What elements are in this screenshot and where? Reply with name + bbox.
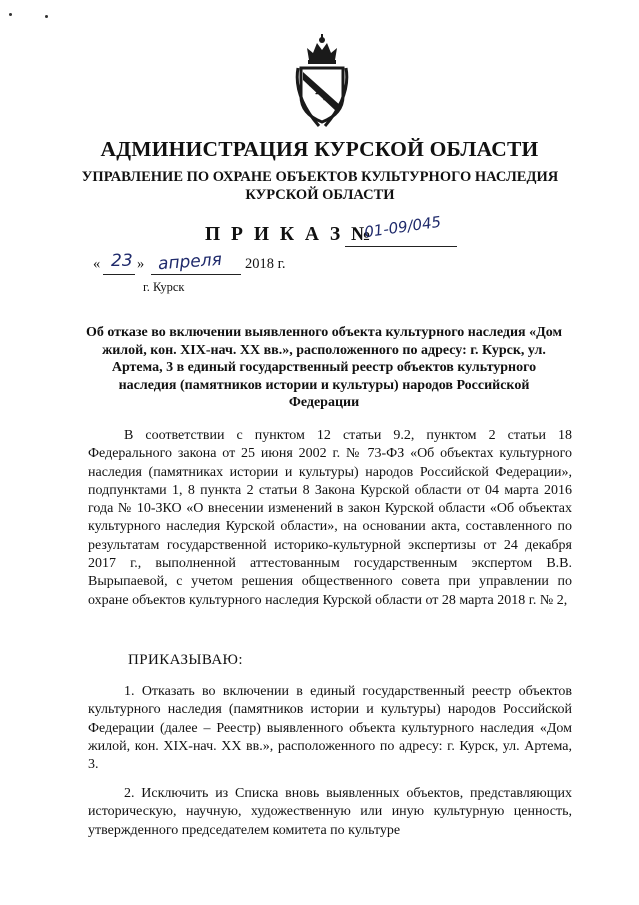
city: г. Курск xyxy=(143,280,185,294)
date-year: 2018 г. xyxy=(245,256,286,272)
item-1-paragraph: 1. Отказать во включении в единый государственный реестр объектов культурного наследия (памятников истории и культуры) народов Российской Федерации (далее – Реестр) выявленного объекта культурного наследия «Дом жилой, кон. XIX-нач. XX вв.», расположенного по адресу: г. Курск, ул. Артема, 3. xyxy=(88,684,572,773)
organization-title: АДМИНИСТРАЦИЯ КУРСКОЙ ОБЛАСТИ xyxy=(100,137,539,161)
scan-speck xyxy=(9,13,12,16)
date-month-underline xyxy=(151,274,241,275)
department-title: УПРАВЛЕНИЕ ПО ОХРАНЕ ОБЪЕКТОВ КУЛЬТУРНОГО НАСЛЕДИЯ КУРСКОЙ ОБЛАСТИ xyxy=(81,169,559,203)
order-number-underline xyxy=(345,246,457,247)
date-month: апреля xyxy=(157,249,223,275)
kursk-coat-of-arms-icon xyxy=(293,34,351,128)
order-number: 01-09/045 xyxy=(363,212,443,242)
document-title: Об отказе во включении выявленного объекта культурного наследия «Дом жилой, кон. XIX-нач. XX вв.», расположенного по адресу: г. Курск, ул. Артема, 3 в единый государственный реестр объектов культурного наследия (памятников истории и культуры) народов Российской Федерации xyxy=(85,325,563,410)
date-day: 23 xyxy=(111,251,133,271)
command-heading: ПРИКАЗЫВАЮ: xyxy=(128,652,243,668)
order-label: П Р И К А З № xyxy=(205,224,374,245)
scan-speck xyxy=(45,15,48,18)
date-open-quote: « xyxy=(93,256,101,272)
item-2-paragraph: 2. Исключить из Списка вновь выявленных объектов, представляющих историческую, научную, художественную или иную культурную ценность, утвержденного председателем комитета по культуре xyxy=(88,786,572,838)
date-day-underline xyxy=(103,274,135,275)
date-close-quote: » xyxy=(137,256,145,272)
preamble-paragraph: В соответствии с пунктом 12 статьи 9.2, пунктом 2 статьи 18 Федерального закона от 25 июня 2002 г. № 73-ФЗ «Об объектах культурного наследия (памятниках истории и культуры) народов Российской Федерации», подпунктами 1, 8 пункта 2 статьи 8 Закона Курской области от 04 марта 2016 года № 10-ЗКО «О внесении изменений в закон Курской области «Об объектах культурного наследия Курской области», на основании акта, составленного по результатам государственной историко-культурной экспертизы от 24 декабря 2017 г., выполненной аттестованным государственным экспертом В.В. Вырыпаевой, с учетом решения общественного совета при управлении по охране объектов культурного наследия Курской области от 28 марта 2018 г. № 2, xyxy=(88,428,572,608)
